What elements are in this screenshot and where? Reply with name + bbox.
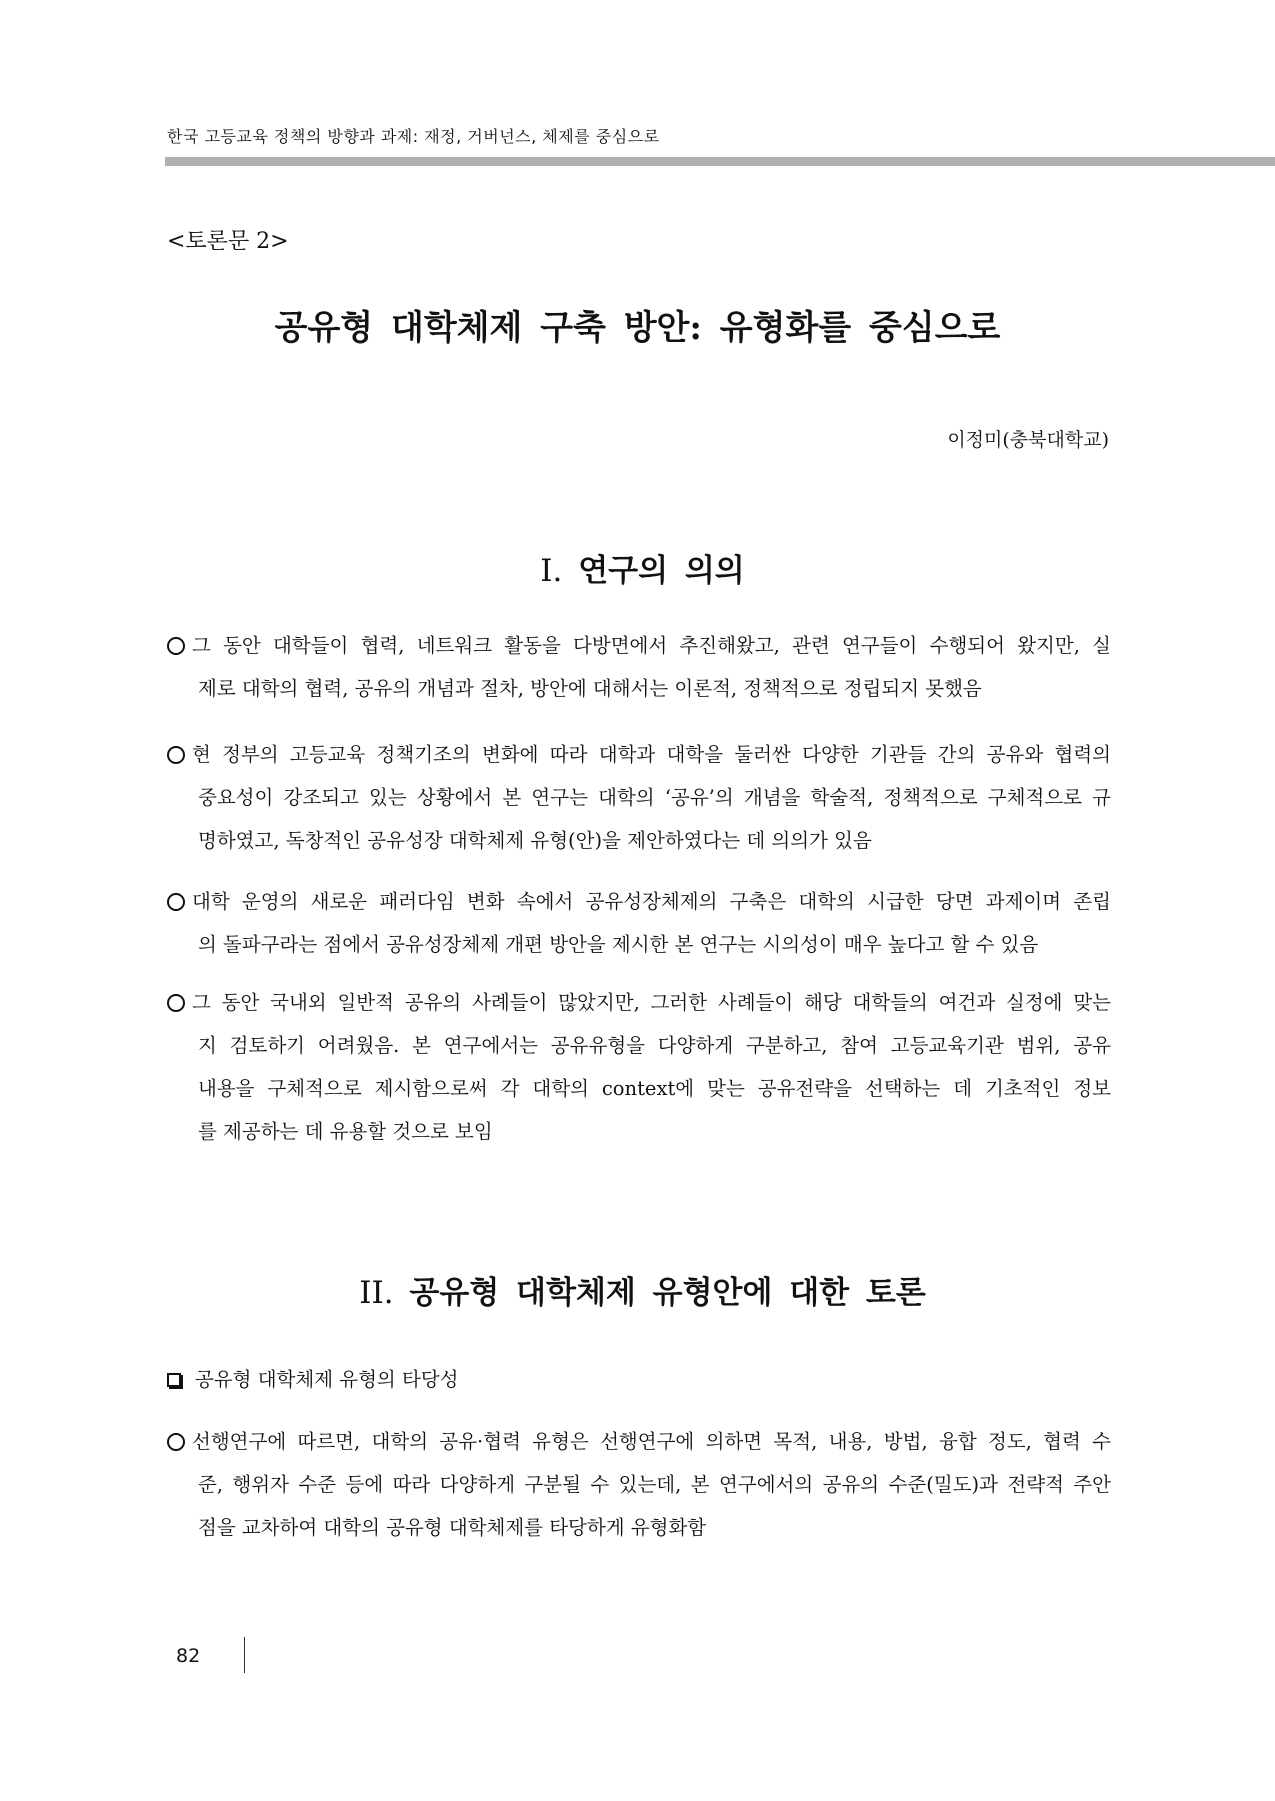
line-text: 지 검토하기 어려웠음. 본 연구에서는 공유유형을 다양하게 구분하고, 참여 고등교육기관 범위, 공유 xyxy=(198,1034,1111,1057)
page-title: 공유형 대학체제 구축 방안: 유형화를 중심으로 xyxy=(274,308,1001,348)
header-rule xyxy=(165,157,1275,166)
paragraph-line xyxy=(167,1420,1111,1463)
square-bullet-icon xyxy=(167,1373,181,1387)
paragraph-line xyxy=(167,1506,1111,1549)
line-text: 선행연구에 따르면, 대학의 공유·협력 유형은 선행연구에 의하면 목적, 내용, 방법, 융합 정도, 협력 수 xyxy=(192,1430,1111,1453)
line-text: 대학 운영의 새로운 패러다임 변화 속에서 공유성장체제의 구축은 대학의 시급한 당면 과제이며 존립 xyxy=(192,890,1111,913)
paragraph-line xyxy=(167,776,1111,819)
section-number: II. xyxy=(359,1275,410,1311)
line-text: 중요성이 강조되고 있는 상황에서 본 연구는 대학의 ‘공유’의 개념을 학술적, 정책적으로 구체적으로 규 xyxy=(198,786,1111,809)
line-text: 점을 교차하여 대학의 공유형 대학체제를 타당하게 유형화함 xyxy=(198,1516,707,1539)
paragraph-line xyxy=(167,667,1111,710)
line-text: 내용을 구체적으로 제시함으로써 각 대학의 context에 맞는 공유전략을 선택하는 데 기초적인 정보 xyxy=(198,1077,1111,1100)
subheading-text: 공유형 대학체제 유형의 타당성 xyxy=(195,1368,459,1391)
circle-bullet-icon xyxy=(167,994,185,1012)
page-number: 82 xyxy=(176,1645,201,1667)
line-text: 제로 대학의 협력, 공유의 개념과 절차, 방안에 대해서는 이론적, 정책적으로 정립되지 못했음 xyxy=(198,677,982,700)
paragraph-line xyxy=(167,733,1111,776)
paragraph xyxy=(167,880,1111,966)
paragraph-line xyxy=(167,624,1111,667)
line-text: 를 제공하는 데 유용할 것으로 보임 xyxy=(198,1120,493,1143)
line-text: 그 동안 대학들이 협력, 네트워크 활동을 다방면에서 추진해왔고, 관련 연구들이 수행되어 왔지만, 실 xyxy=(192,634,1111,657)
line-text: 명하였고, 독창적인 공유성장 대학체제 유형(안)을 제안하였다는 데 의의가 있음 xyxy=(198,829,872,852)
author: 이정미(충북대학교) xyxy=(947,429,1109,451)
paragraph-line xyxy=(167,1110,1111,1153)
section-title: 공유형 대학체제 유형안에 대한 토론 xyxy=(409,1275,926,1311)
paragraph xyxy=(167,1420,1111,1549)
subheading xyxy=(167,1364,458,1392)
paragraph xyxy=(167,624,1111,710)
circle-bullet-icon xyxy=(167,1433,185,1451)
section-number: Ⅰ. xyxy=(540,553,579,589)
paragraph-line xyxy=(167,819,1111,862)
discussion-label: <토론문 2> xyxy=(167,229,289,254)
line-text: 준, 행위자 수준 등에 따라 다양하게 구분될 수 있는데, 본 연구에서의 공유의 수준(밀도)과 전략적 주안 xyxy=(198,1473,1111,1496)
paragraph-line xyxy=(167,923,1111,966)
section-2-heading xyxy=(0,1267,1275,1312)
paragraph xyxy=(167,733,1111,862)
paragraph-line xyxy=(167,1463,1111,1506)
line-text: 현 정부의 고등교육 정책기조의 변화에 따라 대학과 대학을 둘러싼 다양한 기관들 간의 공유와 협력의 xyxy=(192,743,1111,766)
paragraph xyxy=(167,981,1111,1153)
paragraph-line xyxy=(167,1067,1111,1110)
running-header: 한국 고등교육 정책의 방향과 과제: 재정, 거버넌스, 체제를 중심으로 xyxy=(167,127,660,146)
circle-bullet-icon xyxy=(167,746,185,764)
circle-bullet-icon xyxy=(167,637,185,655)
section-1-heading xyxy=(0,545,1275,590)
line-text: 의 돌파구라는 점에서 공유성장체제 개편 방안을 제시한 본 연구는 시의성이 매우 높다고 할 수 있음 xyxy=(198,933,1039,956)
paragraph-line xyxy=(167,1024,1111,1067)
circle-bullet-icon xyxy=(167,893,185,911)
line-text: 그 동안 국내외 일반적 공유의 사례들이 많았지만, 그러한 사례들이 해당 대학들의 여건과 실정에 맞는 xyxy=(192,991,1111,1014)
footer-rule xyxy=(244,1637,245,1673)
paragraph-line xyxy=(167,880,1111,923)
section-title: 연구의 의의 xyxy=(578,553,745,589)
paragraph-line xyxy=(167,981,1111,1024)
